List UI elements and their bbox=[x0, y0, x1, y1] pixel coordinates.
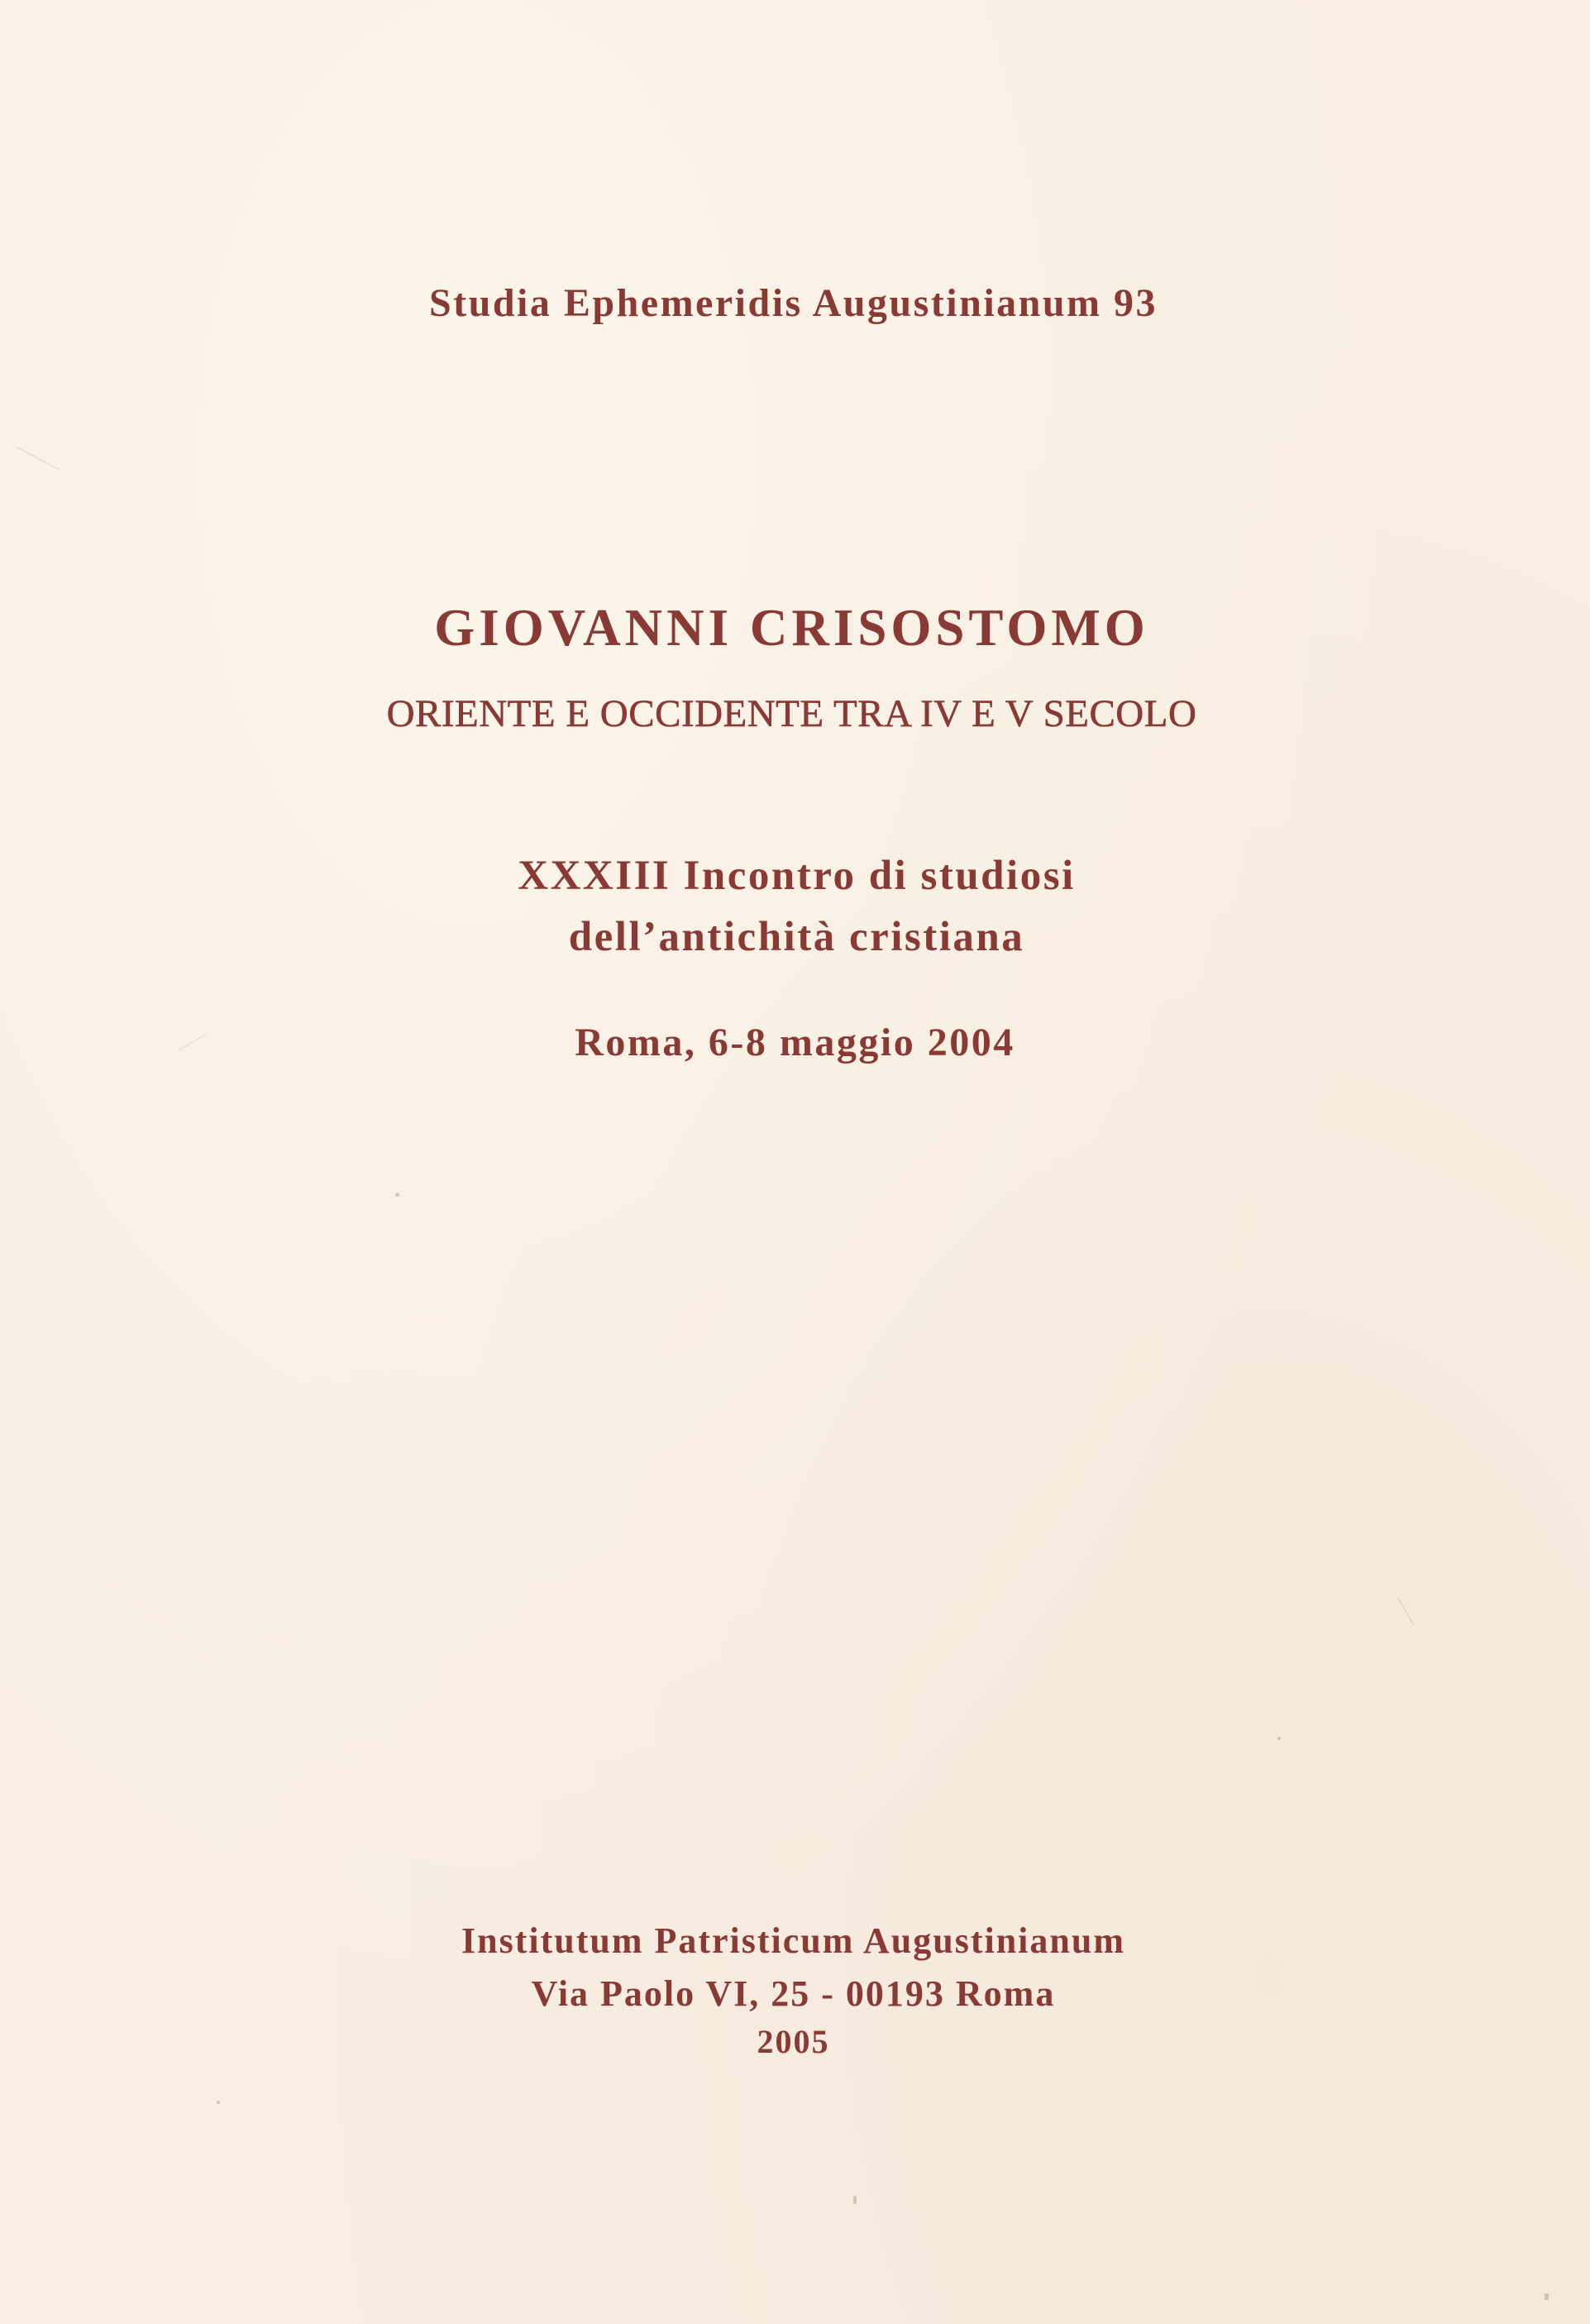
paper-speck bbox=[853, 2196, 857, 2204]
publisher-name: Institutum Patristicum Augustinianum bbox=[461, 1920, 1125, 1961]
series-title: Studia Ephemeridis Augustinianum 93 bbox=[428, 281, 1158, 325]
paper-speck bbox=[1545, 2293, 1549, 2300]
book-title: GIOVANNI CRISOSTOMO bbox=[434, 599, 1149, 657]
conference-place-date: Roma, 6-8 maggio 2004 bbox=[575, 1021, 1015, 1064]
publication-year: 2005 bbox=[757, 2023, 830, 2060]
conference-name-line-1: XXXIII Incontro di studiosi bbox=[518, 853, 1076, 899]
publisher-address: Via Paolo VI, 25 - 00193 Roma bbox=[531, 1973, 1056, 2014]
paper-scratch bbox=[17, 447, 60, 471]
paper-speck bbox=[395, 1193, 399, 1197]
paper-speck bbox=[217, 2101, 220, 2104]
paper-scratch bbox=[1397, 1596, 1415, 1625]
paper-speck bbox=[1277, 1737, 1281, 1740]
book-subtitle: ORIENTE E OCCIDENTE TRA IV E V SECOLO bbox=[386, 692, 1197, 735]
conference-name-line-2: dell’antichità cristiana bbox=[568, 914, 1025, 960]
